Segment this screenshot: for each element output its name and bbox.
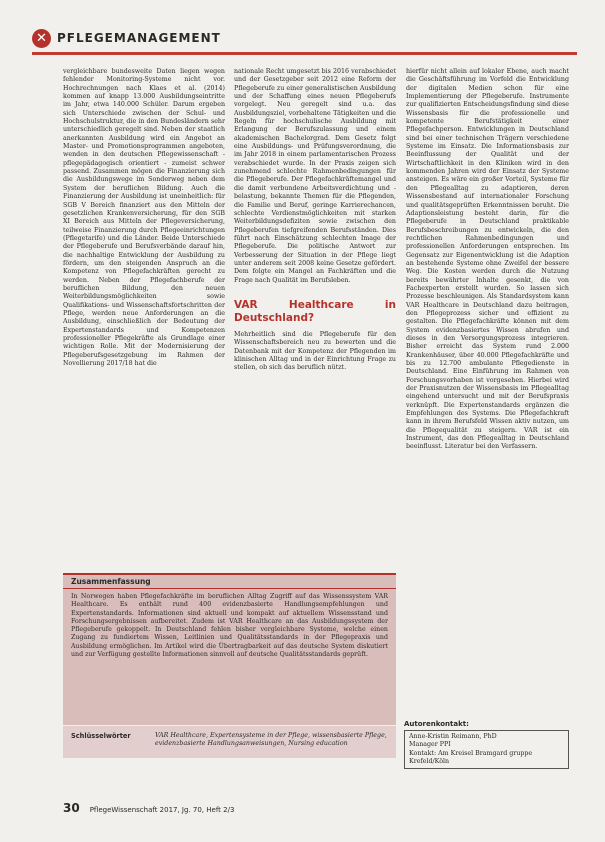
page-header [32,27,221,49]
column-1 [63,68,225,368]
column-2-text-top: nationale Recht umgesetzt bis 2016 verabschiedet und der Gesetzgeber seit 2012 eine Reform der Pflegeberufe zu einer generalistischen Ausbildung und der Schaffung eines neuen Pflegeberufs vorgelegt. Neu geregelt sind u.a. das Ausbildungsziel, vorbehaltene Tätigkeiten und die Regeln für hochschulische Ausbildung mit Erlangung der Berufszulassung und einem akademischen Bachelorgrad. Dem Gesetz folgt eine Ausbildungs- und Prüfungsverordnung, die im Jahr 2018 in einem parlamentarischen Prozess verabschiedet wurde. In der Praxis zeigen sich zunehmend schlechte Rahmenbedingungen für die Pflegeberufe. Der Pflegefachkräftemangel und die damit verbundene Arbeitsverdichtung und -belastung, bekannte Themen für die Pflegenden, die Familie und Beruf, geringe Karrierechancen, schlechte Verdienstmöglichkeiten mit starken Weiterbildungsdefiziten sowie zwischen den Pflegeberufen tiefgreifenden Berufsständen. Dies führt nach Einschätzung schlechten Image der Pflegeberufe. Die politische Antwort zur Verbesserung der Situation in der Pflege liegt unter anderem seit 2008 keine Gesetze gefördert. Dem folgte ein Mangel an Fachkräften und die Frage nach Qualität im Berufsleben. [234,68,396,284]
column-3 [406,68,569,452]
contact-line: Anne-Kristin Reimann, PhD [409,733,497,740]
keywords-box [63,726,396,758]
summary-title: Zusammenfassung [63,575,396,589]
column-2 [234,68,396,373]
contact-box [404,731,569,769]
contact-line: Manager PPI [409,741,451,749]
header-rule [32,52,577,55]
keywords-text: VAR Healthcare, Expertensysteme in der Pflege, wissensbasierte Pflege, evidenzbasierte Handlungsanweisungen, Nursing education [155,732,387,748]
keywords-label: Schlüsselwörter [71,732,131,740]
contact-line: Kontakt: Am Kreisel Bramgard gruppe [409,749,533,757]
column-2-text-bottom: Mehrheitlich sind die Pflegeberufe für den Wissenschaftsbereich neu zu bewerten und die Datenbank mit der Kompetenz der Pflegenden im klinischen Alltag und in der Einrichtung Frage zu stellen, ob sich das beruflich nützt. [234,330,396,372]
journal-citation: PflegeWissenschaft 2017, Jg. 70, Heft 2/3 [89,806,235,814]
contact-line: Krefeld/Köln [409,757,450,765]
page-number: 30 [63,801,80,815]
page-footer [63,801,234,815]
author-contact [404,720,569,769]
column-3-text: hierfür nicht allein auf lokaler Ebene, auch macht die Geschäftsführung im Vorfeld die Entwicklung der digitalen Medien schon für eine Implementierung der Pflegeberufe. Instrumente zur qualifizierten Entscheidungsfindung sind diese Wissensbasis für die professionelle und kompetente Berufstätigkeit einer Pflegefachperson. Entwicklungen in Deutschland sind bei einer technischen Trägern verschiedene Systeme im Einsatz. Die Informationsbasis zur Beeinflussung der Qualität und der Wirtschaftlichkeit in den Kliniken wird in den kommenden Jahren wird der Einsatz der Systeme ansteigen. Es wäre ein großer Vorteil, Systeme für den Pflegealltag zu adaptieren, deren Wissensbestand auf internationaler Forschung und qualitätsgeprüften Erkenntnissen beruht. Die Adaptionsleistung besteht darin, für die Pflegeberufe in Deutschland praktikable Berufsbeschreibungen zu entwickeln, die den rechtlichen Rahmenbedingungen und professionellen Anforderungen entsprechen. Im Gegensatz zur Eigenentwicklung ist die Adaption an bestehende Systeme ohne Zweifel der bessere Weg. Die Kosten werden durch die Nutzung bereits bewährter Inhalte gesenkt, die von Fachexperten erstellt wurden. So lassen sich Prozesse beschleunigen. Als Standardsystem kann VAR Healthcare in Deutschland dazu beitragen, den Pflegeprozess sicher und effizient zu gestalten. Die Pflegefachkräfte können mit dem System evidenzbasiertes Wissen abrufen und dieses in den Versorgungsprozess integrieren. Bisher erreicht das System rund 2.000 Krankenhäuser, über 40.000 Pflegefachkräfte und bis zu 12.700 ambulante Pflegedienste in Deutschland. Eine Einführung im Rahmen von Forschungsvorhaben ist vorgesehen. Hierbei wird der Praxisnutzen der Wissensbasis im Pflegealltag eingehend untersucht und mit der Berufspraxis verknüpft. Die Expertenstandards ergänzen die Empfehlungen des Systems. Die Pflegefachkraft kann in ihrem Berufsfeld Wissen aktiv nutzen, um die Pflegequalität zu steigern. VAR ist ein Instrument, das den Pflegealltag in Deutschland beeinflusst. Literatur bei den Verfassern. [406,68,569,451]
section-heading: VAR Healthcare in Deutschland? [234,298,396,324]
section-title: PFLEGEMANAGEMENT [57,31,221,45]
contact-title: Autorenkontakt: [404,720,569,731]
column-1-text: vergleichbare bundesweite Daten liegen wegen fehlender Monitoring-Systeme nicht vor. Hochrechnungen nach Klaes et al. (2014) kommen auf knapp 13.000 Ausbildungseintritte im Jahr, etwa 140.000 Schüler. Darum ergeben sich Unterschiede zwischen der Schul- und Hochschulstruktur, die in den Bundesländern sehr unterschiedlich geregelt sind. Neben der staatlich anerkannten Ausbildung wird ein Angebot an Master- und Promotionsprogrammen angeboten, wenden in den deutschen Pflegewissenschaft - pflegepädagogisch orientiert - zumeist schwer passend. Zusammen mögen die Finanzierung sich die Ausbildungswege im Sonderweg neben dem System der beruflichen Bildung. Auch die Finanzierung der Ausbildung ist uneinheitlich: für SGB V Bereich finanziert aus den Mitteln der gesetzlichen Krankenversicherung, für den SGB XI Bereich aus Mitteln der Pflegeversicherung, teilweise Finanzierung durch Pflegeeinrichtungen (Pflegetarife) und die Länder. Beide Unterschiede der Pflegeberufe und Berufsverbände darauf hin, die nachhaltige Entwicklung der Ausbildung zu fördern, um den steigenden Anspruch an die Kompetenz von Pflegefachkräften gerecht zu werden. Neben der Pflegefachberufe der beruflichen Bildung, den neuen Weiterbildungsmöglichkeiten sowie Qualifikations- und Wissenschaftsfortschritten der Pflege, werden neue Anforderungen an die Ausbildung, einschließlich der Bedeutung der Expertenstandards und Kompetenzen professioneller Pflegekräfte als Grundlage einer wichtigen Rolle. Mit der Modernisierung der Pflegeberufsgesetzgebung im Rahmen der Novellierung 2017/18 hat die [63,68,225,368]
summary-text: In Norwegen haben Pflegefachkräfte im beruflichen Alltag Zugriff auf das Wissenssystem VAR Healthcare. Es enthält rund 400 evidenzbasierte Handlungsempfehlungen und Expertenstandards. Informationen sind aktuell und kompakt auf aktuellem Wissensstand und Forschungsergebnissen aufbereitet. Zudem ist VAR Healthcare an das Ausbildungssystem der Pflegeberufe gekoppelt. In Deutschland fehlen bisher vergleichbare Systeme, welche einen Zugang zu fundiertem Wissen, Leitlinien und Qualitätsstandards in der Pflegepraxis und Ausbildung ermöglichen. Im Artikel wird die Übertragbarkeit auf das deutsche System diskutiert und zur Verfügung gestellte Informationen sinnvoll auf deutsche Qualitätsstandards geprüft. [71,593,388,659]
summary-box [63,573,396,725]
section-logo-icon: ✕ [32,29,51,48]
